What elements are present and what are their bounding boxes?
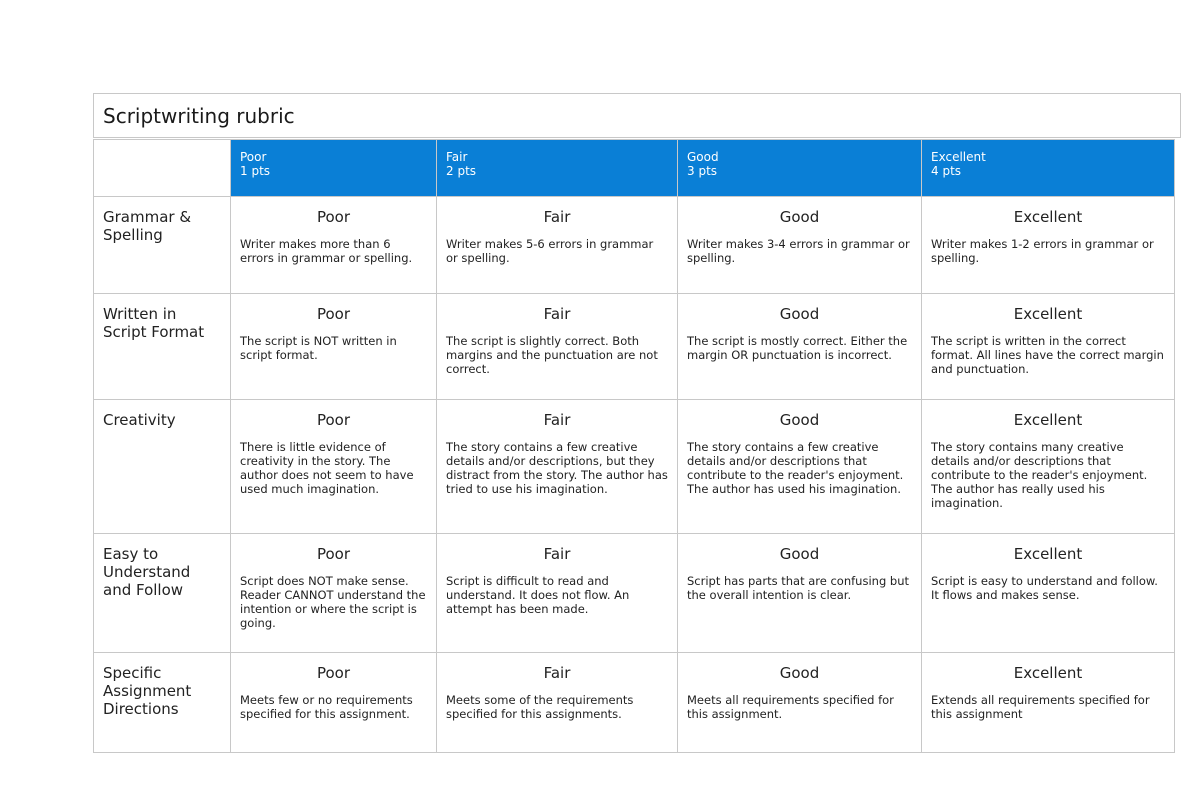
header-level-points: 4 pts: [931, 164, 962, 178]
criterion-row-easy-to-understand: [94, 534, 1175, 653]
criterion-row-assignment-directions: [94, 653, 1175, 753]
rating-description: Writer makes 5-6 errors in grammar or spelling.: [446, 237, 654, 265]
rating-cell: [231, 197, 437, 294]
header-level-poor: [231, 140, 437, 197]
header-level-excellent: [922, 140, 1175, 197]
rating-description: The story contains many creative details and/or descriptions that contribute to the reader's enjoyment. The author has really used his imagination.: [931, 440, 1148, 510]
rating-cell: [231, 400, 437, 534]
rating-level: Poor: [316, 411, 351, 429]
rating-level: Fair: [543, 411, 571, 429]
rating-level: Excellent: [1013, 545, 1083, 563]
rating-description: Meets few or no requirements specified for this assignment.: [240, 693, 413, 721]
rating-cell: [922, 653, 1175, 753]
header-level-name: Fair: [446, 150, 468, 164]
criterion-name: Specific Assignment Directions: [94, 653, 231, 753]
rating-level: Poor: [316, 664, 351, 682]
rating-level: Good: [779, 664, 820, 682]
rating-cell: [678, 197, 922, 294]
rating-description: The script is NOT written in script format.: [240, 334, 397, 362]
rating-cell: [437, 294, 678, 400]
rating-description: The script is slightly correct. Both margins and the punctuation are not correct.: [446, 334, 658, 376]
rating-cell: [678, 294, 922, 400]
rating-description: Script does NOT make sense. Reader CANNOT understand the intention or where the script is going.: [240, 574, 426, 630]
rating-cell: [922, 197, 1175, 294]
rating-cell: [678, 653, 922, 753]
header-level-name: Good: [687, 150, 719, 164]
header-level-points: 1 pts: [240, 164, 271, 178]
rating-cell: [231, 294, 437, 400]
rating-cell: [231, 653, 437, 753]
header-level-points: 3 pts: [687, 164, 718, 178]
header-level-name: Excellent: [931, 150, 986, 164]
rating-level: Excellent: [1013, 305, 1083, 323]
rating-description: Writer makes 3-4 errors in grammar or spelling.: [687, 237, 910, 265]
criterion-name: Creativity: [94, 400, 231, 534]
rating-cell: [922, 534, 1175, 653]
rating-level: Good: [779, 208, 820, 226]
rating-level: Good: [779, 545, 820, 563]
rating-description: Writer makes more than 6 errors in grammar or spelling.: [240, 237, 413, 265]
rating-level: Excellent: [1013, 208, 1083, 226]
rating-level: Poor: [316, 545, 351, 563]
criterion-row-creativity: [94, 400, 1175, 534]
rating-description: The story contains a few creative details and/or descriptions, but they distract from the story. The author has tried to use his imagination.: [446, 440, 668, 496]
rating-cell: [678, 534, 922, 653]
rating-cell: [437, 534, 678, 653]
rating-level: Poor: [316, 305, 351, 323]
rubric-table: [93, 139, 1175, 753]
rating-cell: [437, 400, 678, 534]
rating-description: The script is mostly correct. Either the margin OR punctuation is incorrect.: [687, 334, 908, 362]
header-level-fair: [437, 140, 678, 197]
rating-description: The script is written in the correct format. All lines have the correct margin and punctuation.: [931, 334, 1164, 376]
rating-description: Extends all requirements specified for this assignment: [931, 693, 1150, 721]
rubric-header-row: [94, 140, 1175, 197]
rating-description: The story contains a few creative details and/or descriptions that contribute to the reader's enjoyment. The author has used his imagination.: [687, 440, 904, 496]
header-level-name: Poor: [240, 150, 267, 164]
rating-description: Meets all requirements specified for this assignment.: [687, 693, 894, 721]
rating-description: There is little evidence of creativity in the story. The author does not seem to have used much imagination.: [240, 440, 414, 496]
rating-description: Script is difficult to read and understand. It does not flow. An attempt has been made.: [446, 574, 630, 616]
criterion-name: Written in Script Format: [94, 294, 231, 400]
criterion-name: Easy to Understand and Follow: [94, 534, 231, 653]
rating-cell: [437, 653, 678, 753]
rating-level: Good: [779, 411, 820, 429]
rating-description: Script has parts that are confusing but the overall intention is clear.: [687, 574, 909, 602]
header-level-good: [678, 140, 922, 197]
criterion-row-script-format: [94, 294, 1175, 400]
rating-level: Excellent: [1013, 411, 1083, 429]
rating-cell: [437, 197, 678, 294]
rating-cell: [231, 534, 437, 653]
rating-description: Writer makes 1-2 errors in grammar or spelling.: [931, 237, 1154, 265]
header-blank-cell: [94, 140, 231, 197]
rating-cell: [678, 400, 922, 534]
rating-level: Fair: [543, 545, 571, 563]
rating-cell: [922, 400, 1175, 534]
rubric: [93, 93, 1181, 753]
rubric-title: [93, 93, 1181, 138]
rating-level: Excellent: [1013, 664, 1083, 682]
rating-level: Fair: [543, 208, 571, 226]
criterion-name: Grammar & Spelling: [94, 197, 231, 294]
rating-level: Fair: [543, 305, 571, 323]
rating-cell: [922, 294, 1175, 400]
rating-level: Poor: [316, 208, 351, 226]
header-level-points: 2 pts: [446, 164, 477, 178]
rubric-title-text: Scriptwriting rubric: [103, 103, 295, 128]
rating-level: Fair: [543, 664, 571, 682]
criterion-row-grammar: [94, 197, 1175, 294]
rating-description: Meets some of the requirements specified for this assignments.: [446, 693, 634, 721]
rating-description: Script is easy to understand and follow. It flows and makes sense.: [931, 574, 1158, 602]
rating-level: Good: [779, 305, 820, 323]
